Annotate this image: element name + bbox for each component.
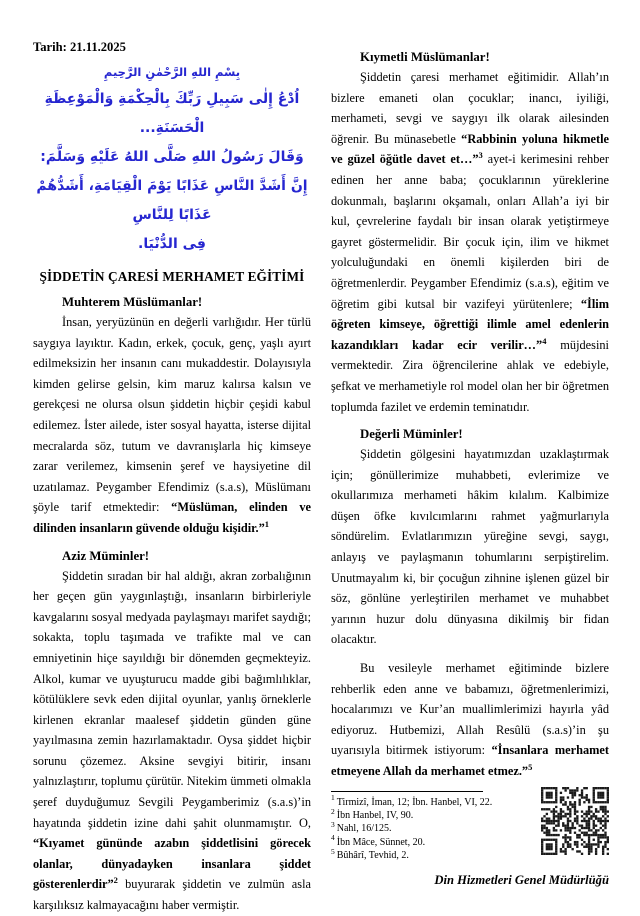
footnote-number: 1	[331, 793, 335, 803]
text-segment: Şiddetin gölgesini hayatımızdan uzaklaştırmak için; gönüllerimize muhabbeti, evlerimize ve okullarımıza merhameti hâkim kılalım. Kalbimize düşen öfke kıvılcımlarını rahmet yağmurlarıyla söndürelim. Evlatlarımızın yüreğine sevgi, saygı, anlayış ve paylaşmanın tohumlarını serpiştirelim. Unutmayalım ki, bir çocuğun zihnine işlenen güzel bir söz, gönlüne yerleştirilen merhamet ve muhabbet yarının huzur dolu dünyasına dikilmiş bir fidan olacaktır.	[331, 447, 609, 647]
text-segment: müjdesini vermektedir. Zira öğrencilerine ahlak ve edebiyle, şefkat ve merhametiyle rol model olan her bir öğretmen toplumda fazilet ve erdemin teminatıdır.	[331, 337, 609, 414]
text-segment: ayet-i kerimesini rehber edinen her anne baba; çocuklarının yüreklerine dokunmalı, başlarını okşamalı, onları Allah’a iyi bir kul, çevrelerine faydalı bir insan olarak yetiştirmeye gayret göstermelidir. Bir çocuk için, ilim ve hikmet yolculuğundaki en önemli kişilerden biri de öğretmenlerdir. Peygamber Efendimiz (s.a.s), eğitim ve öğretim gibi kutsal bir vazifeyi yürütenlere;	[331, 152, 609, 311]
footnote-number: 5	[331, 846, 335, 856]
footnote-separator	[331, 791, 483, 792]
footnotes-section	[331, 791, 609, 863]
text-segment: “Müslüman, elinden ve dilinden insanların güvende olduğu kişidir.”	[33, 500, 311, 535]
text-segment: İnsan, yeryüzünün en değerli varlığıdır. Her türlü saygıya layıktır. Kadın, erkek, çocuk, genç, yaşlı ayırt edilmeksizin her insanın canı mukaddestir. Dolayısıyla kimden gelirse gelsin, kim maruz kalırsa kalsın ve gerekçesi ne olursa olsun şiddetin hiçbir çeşidi kabul edilemez. İster ailede, ister sosyal hayatta, isterse dijital mecralarda söz, tutum ve davranışlarla hiç kimseye zarar verilemez, kimsenin şeref ve haysiyetine dil uzatılamaz. Peygamber Efendimiz (s.a.s), Müslümanı şöyle tarif etmektedir:	[33, 315, 311, 515]
paragraph	[33, 312, 311, 539]
right-column	[331, 40, 609, 905]
section-heading: Kıymetli Müslümanlar!	[360, 50, 490, 64]
footnote-text: Bûhârî, Tevhid, 2.	[336, 850, 409, 862]
footnote-ref: 2	[113, 875, 118, 886]
text-segment: “Kıyamet gününde azabın şiddetlisini görecek olanlar, dünyadayken insanlara şiddet gösterenlerdir”	[33, 836, 311, 892]
footnote-number: 2	[331, 806, 335, 816]
text-segment: Şiddetin çaresi merhamet eğitimidir. Allah’ın bizlere emaneti olan çocuklar; inancı, iyiliği, merhameti, sevgi ve saygıyı ilk olarak ailesinden öğrenir. Bu münasebetle	[331, 70, 609, 146]
text-segment: “İnsanlara merhamet etmeyene Allah da merhamet etmez.”	[331, 743, 609, 778]
footnote-ref: 1	[264, 518, 270, 529]
qr-code-icon	[541, 787, 609, 855]
footnote-number: 3	[331, 820, 335, 830]
footnote-ref: 3	[478, 150, 483, 161]
page-title: ŞİDDETİN ÇARESİ MERHAMET EĞİTİMİ	[39, 269, 305, 284]
arabic-verse-line: اُدْعُ إِلٰى سَبِيلِ رَبِّكَ بِالْحِكْمَةِ وَالْمَوْعِظَةِ الْحَسَنَةِ...	[44, 91, 300, 136]
right-column-text	[331, 50, 609, 782]
footnote-number: 4	[331, 833, 335, 843]
footnote-ref: 4	[542, 335, 547, 346]
section-heading: Muhterem Müslümanlar!	[62, 295, 203, 309]
arabic-verse-line: وَقَالَ رَسُولُ اللهِ صَلَّى اللهُ عَلَيْهِ وَسَلَّمَ:	[40, 149, 304, 165]
text-segment: “İlim öğreten kimseye, öğrettiği ilimle amel edenlerin kazandıkları kadar ecir verilir…”	[331, 296, 609, 352]
text-segment: Bu vesileyle merhamet eğitiminde bizlere rehberlik eden anne ve babamızı, öğretmenlerimizi, hocalarımızı ve Kur’an muallimlerimizi hayırla yâd ediyoruz. Hutbemizi, Allah Resûlü (s.a.s)’in şu uyarısıyla bitirmek istiyorum:	[331, 661, 609, 758]
arabic-verse-line: إِنَّ أَشَدَّ النَّاسِ عَذَابًا يَوْمَ الْقِيَامَةِ، أَشَدُّهُمْ عَذَابًا لِلنَّاسِ	[36, 178, 308, 223]
issuer-signature: Din Hizmetleri Genel Müdürlüğü	[434, 872, 609, 887]
arabic-verse-line: فِى الدُّنْيَا.	[138, 236, 206, 252]
paragraph	[331, 658, 609, 782]
footnote-text: İbn Hanbel, IV, 90.	[336, 810, 414, 821]
text-segment: buyurarak şiddetin ve zulmün asla karşılıksız kalmayacağını haber vermiştir.	[33, 877, 311, 913]
footnote-text: Nahl, 16/125.	[336, 823, 392, 835]
text-segment: “Rabbinin yoluna hikmetle ve güzel öğütle davet et…”	[331, 131, 609, 167]
text-segment: Şiddetin sıradan bir hal aldığı, akran zorbalığının her geçen gün yaygınlaştığı, insanların birbirleriyle kavgalarını sosyal medyada paylaşmayı marifet saydığı; sokakta, toplu taşımada ve trafikte mal ve can emniyetinin hiçe sayıldığı bir dönemden geçmekteyiz. Alkol, kumar ve uyuşturucu madde gibi bağımlılıklar, kötülüklere sevk eden dijital oyunlar, yanlış örneklerle kirlenen ekranlar maalesef şiddetin günden güne yayılmasına zemin hazırlamaktadır. Oysa şiddet hiçbir sorunu çözemez. Aksine sevgiyi bitirir, insanı yalnızlaştırır, toplumu çürütür. Nitekim ümmeti olmakla şeref duyduğumuz Sevgili Peygamberimiz (s.a.s)’in hayatında şiddetin izine dahi şahit olunmamıştır. O,	[33, 568, 311, 830]
paragraph	[33, 566, 311, 916]
section-heading: Aziz Müminler!	[62, 548, 150, 563]
left-column	[33, 40, 311, 913]
bismillah-calligraphy: بِسْمِ اللهِ الرَّحْمٰنِ الرَّحِيمِ	[103, 65, 241, 79]
left-column-text	[33, 295, 311, 916]
footnote-text: İbn Mâce, Sünnet, 20.	[336, 836, 426, 848]
paragraph	[331, 67, 609, 417]
date-label: Tarih: 21.11.2025	[33, 40, 126, 54]
footnote-text: Tirmizî, İman, 12; İbn. Hanbel, VI, 22.	[336, 796, 493, 808]
footnote-ref: 5	[528, 761, 533, 772]
paragraph	[331, 444, 609, 650]
section-heading: Değerli Müminler!	[360, 427, 463, 442]
